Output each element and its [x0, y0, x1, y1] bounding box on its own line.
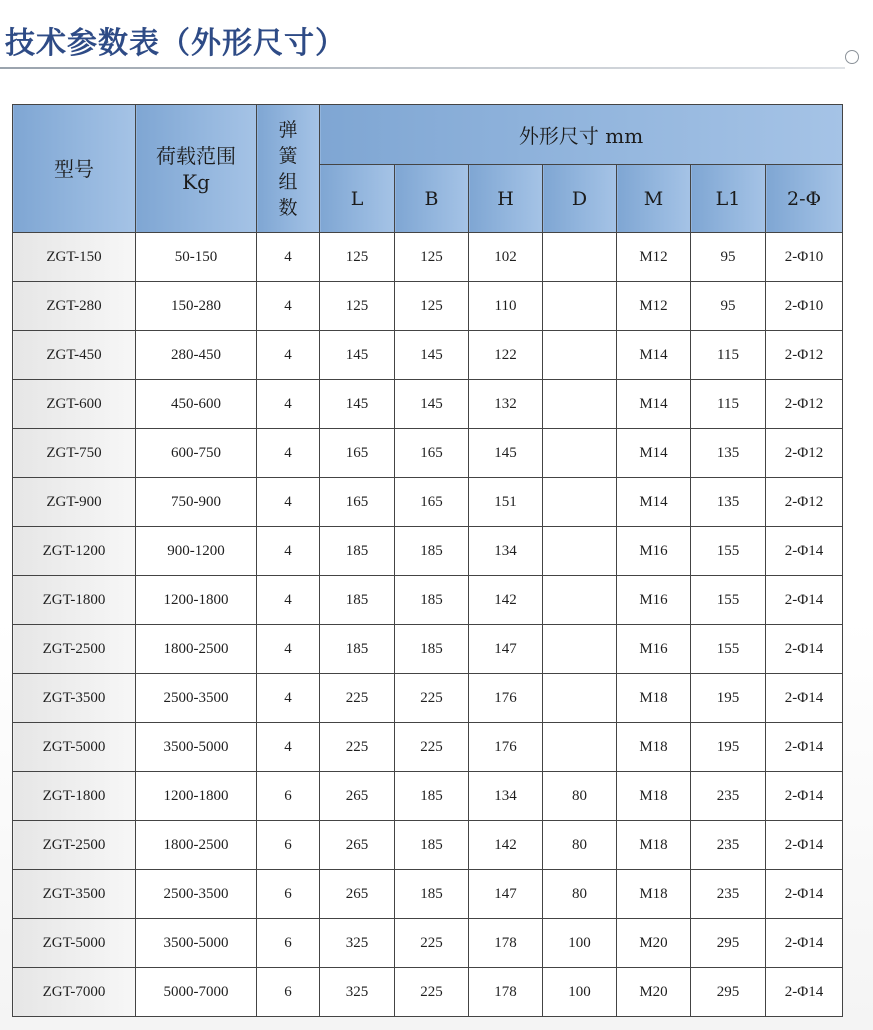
cell-m: M16 [617, 527, 691, 576]
cell-l1: 135 [691, 478, 766, 527]
cell-model: ZGT-7000 [13, 968, 136, 1017]
cell-b: 185 [395, 576, 469, 625]
cell-spring-groups: 6 [257, 772, 320, 821]
cell-spring-groups: 6 [257, 919, 320, 968]
cell-l1: 115 [691, 331, 766, 380]
cell-hole: 2-Φ14 [766, 821, 843, 870]
cell-hole: 2-Φ14 [766, 870, 843, 919]
cell-h: 110 [469, 282, 543, 331]
cell-l: 125 [320, 233, 395, 282]
cell-hole: 2-Φ12 [766, 331, 843, 380]
table-row [13, 772, 843, 821]
cell-spring-groups: 4 [257, 282, 320, 331]
table-row [13, 821, 843, 870]
cell-d [543, 625, 617, 674]
cell-hole: 2-Φ10 [766, 233, 843, 282]
cell-b: 165 [395, 478, 469, 527]
cell-hole: 2-Φ12 [766, 429, 843, 478]
header-spring-groups-stack [257, 117, 319, 221]
cell-b: 125 [395, 233, 469, 282]
cell-hole: 2-Φ14 [766, 723, 843, 772]
cell-h: 147 [469, 870, 543, 919]
cell-load-range: 280-450 [136, 331, 257, 380]
cell-load-range: 1800-2500 [136, 625, 257, 674]
cell-d [543, 674, 617, 723]
cell-hole: 2-Φ14 [766, 527, 843, 576]
header-spring-char: 弹 [278, 118, 298, 141]
cell-m: M18 [617, 723, 691, 772]
cell-m: M20 [617, 919, 691, 968]
cell-h: 122 [469, 331, 543, 380]
cell-d [543, 723, 617, 772]
cell-d [543, 282, 617, 331]
cell-l: 165 [320, 429, 395, 478]
table-row [13, 331, 843, 380]
cell-h: 145 [469, 429, 543, 478]
table-header [13, 105, 843, 233]
cell-model: ZGT-750 [13, 429, 136, 478]
table-row [13, 429, 843, 478]
cell-spring-groups: 6 [257, 821, 320, 870]
cell-l: 185 [320, 625, 395, 674]
cell-load-range: 150-280 [136, 282, 257, 331]
header-dimensions: 外形尺寸 mm [320, 105, 843, 165]
cell-load-range: 2500-3500 [136, 674, 257, 723]
table-row [13, 919, 843, 968]
table-row [13, 478, 843, 527]
cell-d [543, 527, 617, 576]
cell-hole: 2-Φ14 [766, 772, 843, 821]
cell-l: 145 [320, 380, 395, 429]
cell-spring-groups: 4 [257, 380, 320, 429]
cell-l1: 155 [691, 527, 766, 576]
cell-d: 80 [543, 772, 617, 821]
cell-m: M18 [617, 870, 691, 919]
cell-spring-groups: 4 [257, 233, 320, 282]
header-spring-groups [257, 105, 320, 233]
cell-b: 225 [395, 919, 469, 968]
cell-b: 185 [395, 821, 469, 870]
cell-spring-groups: 4 [257, 674, 320, 723]
cell-m: M14 [617, 478, 691, 527]
cell-model: ZGT-1800 [13, 576, 136, 625]
table-body [13, 233, 843, 1017]
cell-model: ZGT-900 [13, 478, 136, 527]
cell-d [543, 478, 617, 527]
cell-l1: 155 [691, 625, 766, 674]
cell-spring-groups: 4 [257, 429, 320, 478]
cell-spring-groups: 4 [257, 723, 320, 772]
cell-b: 125 [395, 282, 469, 331]
cell-l1: 295 [691, 919, 766, 968]
cell-h: 132 [469, 380, 543, 429]
cell-l: 265 [320, 870, 395, 919]
title-underline [0, 67, 845, 69]
cell-l: 125 [320, 282, 395, 331]
cell-d [543, 380, 617, 429]
cell-hole: 2-Φ12 [766, 380, 843, 429]
header-sub-column: M [617, 165, 691, 233]
cell-load-range: 3500-5000 [136, 919, 257, 968]
cell-model: ZGT-5000 [13, 919, 136, 968]
header-spring-char: 簧 [278, 144, 298, 167]
header-model: 型号 [13, 105, 136, 233]
cell-h: 102 [469, 233, 543, 282]
cell-hole: 2-Φ14 [766, 968, 843, 1017]
circle-icon [845, 50, 859, 64]
cell-load-range: 3500-5000 [136, 723, 257, 772]
header-sub-column: H [469, 165, 543, 233]
table-row [13, 282, 843, 331]
cell-m: M12 [617, 233, 691, 282]
cell-h: 134 [469, 772, 543, 821]
cell-l1: 195 [691, 674, 766, 723]
cell-m: M18 [617, 674, 691, 723]
cell-m: M16 [617, 625, 691, 674]
cell-h: 147 [469, 625, 543, 674]
cell-hole: 2-Φ12 [766, 478, 843, 527]
cell-h: 178 [469, 919, 543, 968]
cell-m: M20 [617, 968, 691, 1017]
table-row [13, 625, 843, 674]
cell-spring-groups: 6 [257, 870, 320, 919]
cell-hole: 2-Φ14 [766, 576, 843, 625]
cell-hole: 2-Φ14 [766, 625, 843, 674]
cell-load-range: 600-750 [136, 429, 257, 478]
cell-d: 100 [543, 968, 617, 1017]
header-load-range [136, 105, 257, 233]
cell-l: 265 [320, 772, 395, 821]
cell-b: 225 [395, 723, 469, 772]
header-sub-column: D [543, 165, 617, 233]
cell-hole: 2-Φ10 [766, 282, 843, 331]
spec-table [12, 104, 843, 1017]
cell-model: ZGT-1200 [13, 527, 136, 576]
header-load-range-line1: 荷载范围 [156, 143, 236, 168]
cell-spring-groups: 4 [257, 331, 320, 380]
cell-l1: 135 [691, 429, 766, 478]
cell-l1: 95 [691, 233, 766, 282]
cell-d: 80 [543, 821, 617, 870]
cell-b: 185 [395, 527, 469, 576]
cell-model: ZGT-2500 [13, 821, 136, 870]
cell-b: 185 [395, 625, 469, 674]
cell-spring-groups: 4 [257, 625, 320, 674]
cell-m: M14 [617, 380, 691, 429]
cell-l1: 235 [691, 772, 766, 821]
cell-load-range: 450-600 [136, 380, 257, 429]
cell-h: 151 [469, 478, 543, 527]
header-spring-char: 组 [278, 170, 298, 193]
table-row [13, 576, 843, 625]
cell-l: 225 [320, 723, 395, 772]
cell-b: 225 [395, 674, 469, 723]
cell-model: ZGT-600 [13, 380, 136, 429]
cell-model: ZGT-5000 [13, 723, 136, 772]
cell-model: ZGT-450 [13, 331, 136, 380]
table-row [13, 527, 843, 576]
cell-l: 165 [320, 478, 395, 527]
cell-model: ZGT-3500 [13, 870, 136, 919]
cell-load-range: 1200-1800 [136, 772, 257, 821]
cell-d [543, 429, 617, 478]
cell-model: ZGT-2500 [13, 625, 136, 674]
page-title: 技术参数表（外形尺寸） [5, 26, 346, 61]
cell-d [543, 331, 617, 380]
cell-spring-groups: 4 [257, 478, 320, 527]
cell-l: 265 [320, 821, 395, 870]
table-row [13, 380, 843, 429]
cell-d: 100 [543, 919, 617, 968]
cell-m: M18 [617, 772, 691, 821]
table-row [13, 233, 843, 282]
cell-b: 225 [395, 968, 469, 1017]
cell-b: 145 [395, 331, 469, 380]
cell-l: 325 [320, 968, 395, 1017]
cell-h: 134 [469, 527, 543, 576]
header-sub-column: L1 [691, 165, 766, 233]
cell-model: ZGT-150 [13, 233, 136, 282]
cell-d [543, 576, 617, 625]
cell-load-range: 1200-1800 [136, 576, 257, 625]
table-row [13, 674, 843, 723]
cell-l1: 295 [691, 968, 766, 1017]
cell-l1: 95 [691, 282, 766, 331]
cell-m: M18 [617, 821, 691, 870]
cell-l1: 115 [691, 380, 766, 429]
cell-l: 185 [320, 527, 395, 576]
table-row [13, 723, 843, 772]
cell-load-range: 50-150 [136, 233, 257, 282]
cell-l1: 235 [691, 821, 766, 870]
cell-model: ZGT-280 [13, 282, 136, 331]
cell-hole: 2-Φ14 [766, 919, 843, 968]
cell-spring-groups: 4 [257, 527, 320, 576]
cell-b: 185 [395, 772, 469, 821]
header-sub-column: 2-Φ [766, 165, 843, 233]
cell-h: 142 [469, 821, 543, 870]
cell-d [543, 233, 617, 282]
cell-h: 142 [469, 576, 543, 625]
cell-load-range: 5000-7000 [136, 968, 257, 1017]
cell-m: M12 [617, 282, 691, 331]
cell-l: 185 [320, 576, 395, 625]
cell-b: 165 [395, 429, 469, 478]
cell-m: M16 [617, 576, 691, 625]
cell-spring-groups: 6 [257, 968, 320, 1017]
cell-spring-groups: 4 [257, 576, 320, 625]
cell-m: M14 [617, 429, 691, 478]
cell-hole: 2-Φ14 [766, 674, 843, 723]
cell-m: M14 [617, 331, 691, 380]
cell-model: ZGT-1800 [13, 772, 136, 821]
cell-load-range: 900-1200 [136, 527, 257, 576]
cell-b: 145 [395, 380, 469, 429]
cell-l: 325 [320, 919, 395, 968]
table-row [13, 968, 843, 1017]
header-spring-char: 数 [278, 196, 298, 219]
header-sub-column: L [320, 165, 395, 233]
cell-b: 185 [395, 870, 469, 919]
cell-model: ZGT-3500 [13, 674, 136, 723]
cell-load-range: 2500-3500 [136, 870, 257, 919]
table-row [13, 870, 843, 919]
cell-h: 176 [469, 723, 543, 772]
cell-l1: 195 [691, 723, 766, 772]
header-sub-column: B [395, 165, 469, 233]
cell-l1: 155 [691, 576, 766, 625]
cell-h: 178 [469, 968, 543, 1017]
cell-load-range: 1800-2500 [136, 821, 257, 870]
header-load-range-line2: Kg [182, 169, 210, 194]
cell-l: 225 [320, 674, 395, 723]
cell-load-range: 750-900 [136, 478, 257, 527]
cell-d: 80 [543, 870, 617, 919]
cell-l: 145 [320, 331, 395, 380]
cell-h: 176 [469, 674, 543, 723]
cell-l1: 235 [691, 870, 766, 919]
